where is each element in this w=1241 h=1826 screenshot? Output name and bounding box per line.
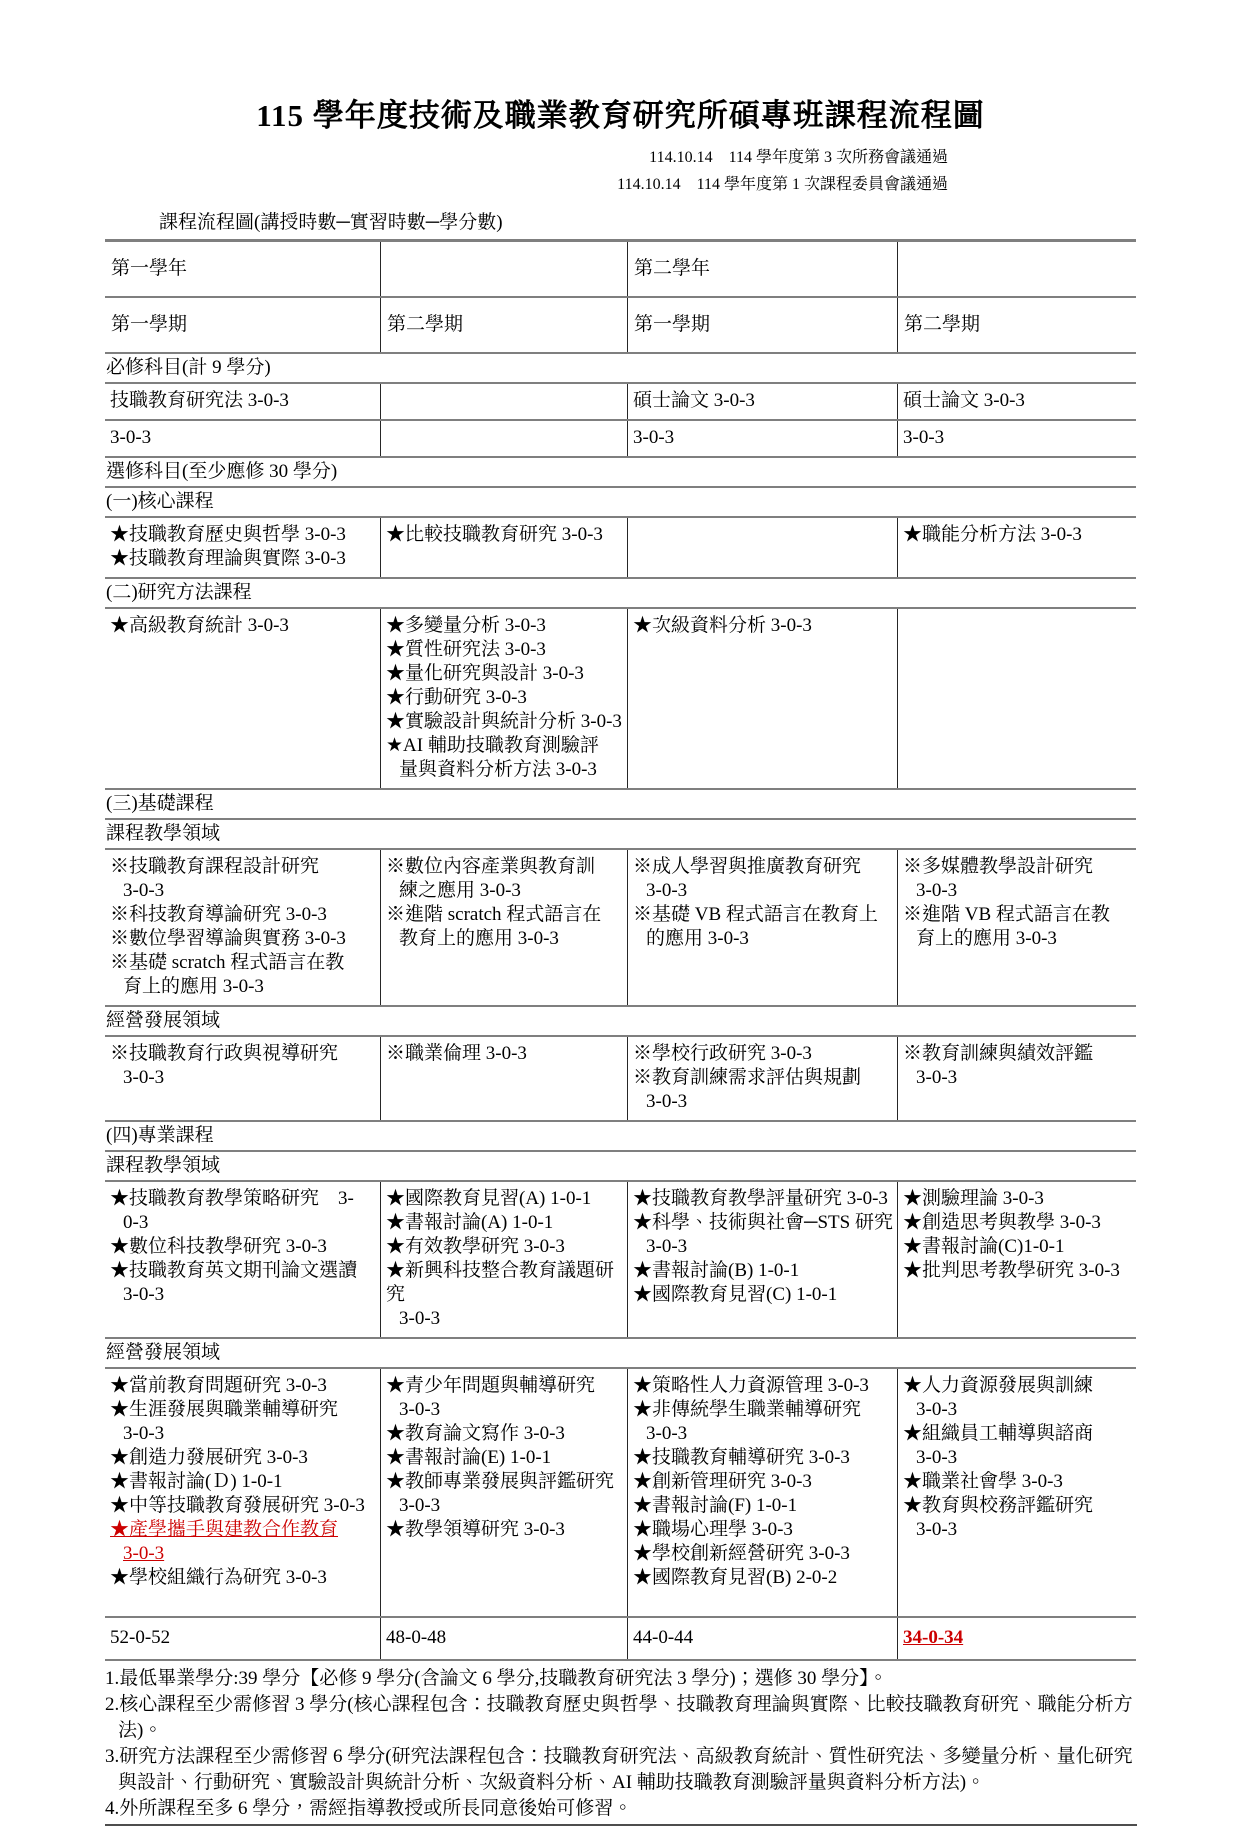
course-item — [110, 1398, 376, 1446]
course-line: ★教師專業發展與評鑑研究 — [386, 1471, 615, 1492]
course-cell — [897, 609, 1136, 788]
course-line: ★實驗設計與統計分析 3-0-3 — [386, 711, 622, 732]
course-item — [110, 1042, 376, 1090]
course-line: 育上的應用 3-0-3 — [123, 976, 264, 997]
total-credits-cell — [627, 1618, 897, 1659]
course-item — [386, 1042, 623, 1066]
total-credits-cell — [105, 1618, 380, 1659]
course-cell — [627, 384, 897, 419]
course-item — [633, 1283, 893, 1307]
course-item — [633, 426, 893, 450]
course-line: ★生涯發展與職業輔導研究 — [110, 1399, 339, 1420]
course-item — [386, 1518, 623, 1542]
course-cell — [105, 1037, 380, 1120]
header-cell — [105, 298, 380, 352]
course-item — [386, 855, 623, 903]
section-header-row: 課程教學領域 — [105, 1152, 1136, 1182]
course-line: ※基礎 scratch 程式語言在教 — [110, 952, 345, 973]
header-cell — [627, 298, 897, 352]
course-item — [633, 855, 893, 903]
course-line: ★質性研究法 3-0-3 — [386, 639, 546, 660]
course-item — [633, 1187, 893, 1211]
course-line: ★教學領導研究 3-0-3 — [386, 1519, 565, 1540]
course-item — [386, 1187, 623, 1211]
footnote-3: 3.研究方法課程至少需修習 6 學分(研究法課程包含：技職教育研究法、高級教育統計、質性研究法、多變量分析、量化研究與設計、行動研究、實驗設計與統計分析、次級資料分析、AI 輔助技職教育測驗評量與資料分析方法)。 — [105, 1746, 1133, 1793]
course-item — [634, 257, 891, 281]
total-credits-cell — [380, 1618, 627, 1659]
document-page — [105, 0, 1136, 1826]
course-row — [105, 1182, 1136, 1339]
course-line: ★書報討論(A) 1-0-1 — [386, 1212, 554, 1233]
course-cell — [380, 518, 627, 577]
course-line: ※進階 scratch 程式語言在 — [386, 904, 602, 925]
course-item — [633, 1374, 893, 1398]
course-item — [110, 523, 376, 547]
course-item — [633, 1211, 893, 1259]
section-header-row: 經營發展領域 — [105, 1007, 1136, 1037]
course-item — [903, 855, 1132, 903]
course-cell — [897, 518, 1136, 577]
course-line: 3-0-3 — [916, 1519, 958, 1540]
course-cell — [380, 384, 627, 419]
course-line: ※職業倫理 3-0-3 — [386, 1043, 527, 1064]
course-line: ★職場心理學 3-0-3 — [633, 1519, 793, 1540]
course-item — [110, 1446, 376, 1470]
course-item — [903, 1042, 1132, 1090]
course-line: 的應用 3-0-3 — [646, 928, 749, 949]
course-line: 3-0-3 — [633, 427, 675, 448]
section-header-row: (二)研究方法課程 — [105, 579, 1136, 609]
table-header-row — [105, 298, 1136, 354]
course-item — [633, 903, 893, 951]
course-cell — [105, 421, 380, 456]
course-line: ★多變量分析 3-0-3 — [386, 615, 546, 636]
course-item — [633, 1042, 893, 1066]
header-cell — [897, 298, 1136, 352]
course-cell — [897, 850, 1136, 1005]
course-line: 3-0-3 — [646, 1236, 688, 1257]
course-line: ※基礎 VB 程式語言在教育上 — [633, 904, 878, 925]
course-line: ★非傳統學生職業輔導研究 — [633, 1399, 862, 1420]
course-line: ★學校組織行為研究 3-0-3 — [110, 1567, 327, 1588]
course-item — [110, 1566, 376, 1590]
course-item — [903, 903, 1132, 951]
course-item — [110, 1626, 376, 1650]
course-item — [386, 614, 623, 638]
course-item — [386, 1422, 623, 1446]
course-cell — [105, 518, 380, 577]
course-line: ★技職教育歷史與哲學 3-0-3 — [110, 524, 346, 545]
course-line: 第一學期 — [111, 314, 188, 335]
course-item — [903, 1470, 1132, 1494]
header-cell — [627, 242, 897, 296]
course-line: ★新興科技整合教育議題研究 — [386, 1260, 615, 1305]
course-line: ※進階 VB 程式語言在教 — [903, 904, 1110, 925]
section-header-row: 必修科目(計 9 學分) — [105, 354, 1136, 384]
course-item — [386, 903, 623, 951]
course-line: ★國際教育見習(A) 1-0-1 — [386, 1188, 592, 1209]
course-line: 48-0-48 — [386, 1627, 447, 1648]
course-item — [903, 389, 1132, 413]
approval-line-2: 114.10.14 114 學年度第 1 次課程委員會議通過 — [617, 176, 948, 193]
course-line: ★書報討論(Ｄ) 1-0-1 — [110, 1471, 283, 1492]
course-cell — [380, 1182, 627, 1337]
course-item — [110, 1494, 376, 1518]
course-cell — [380, 421, 627, 456]
course-line: 育上的應用 3-0-3 — [916, 928, 1057, 949]
header-cell — [380, 242, 627, 296]
course-line: ※學校行政研究 3-0-3 — [633, 1043, 812, 1064]
course-line: 3-0-3 — [646, 1423, 688, 1444]
header-cell — [380, 298, 627, 352]
course-line: 3-0-3 — [916, 880, 958, 901]
section-header-row: (四)專業課程 — [105, 1122, 1136, 1152]
footnote-4: 4.外所課程至多 6 學分，需經指導教授或所長同意後始可修習。 — [105, 1798, 633, 1819]
course-line: ★量化研究與設計 3-0-3 — [386, 663, 584, 684]
course-line: ★測驗理論 3-0-3 — [903, 1188, 1044, 1209]
course-line: ※技職教育行政與視導研究 — [110, 1043, 339, 1064]
course-item — [111, 257, 374, 281]
totals-row — [105, 1618, 1136, 1661]
course-item — [110, 426, 376, 450]
course-item — [386, 1374, 623, 1422]
course-item — [633, 1518, 893, 1542]
course-item — [387, 313, 621, 337]
course-line: ★書報討論(E) 1-0-1 — [386, 1447, 552, 1468]
course-item — [386, 1235, 623, 1259]
course-item — [386, 662, 623, 686]
course-item — [633, 1566, 893, 1590]
course-line: 3-0-3 — [916, 1399, 958, 1420]
course-line: 第二學年 — [634, 258, 711, 279]
course-row — [105, 1369, 1136, 1618]
course-item — [633, 1542, 893, 1566]
course-line: 34-0-34 — [903, 1627, 964, 1648]
course-flow-table — [105, 239, 1136, 1661]
course-line: 碩士論文 3-0-3 — [633, 390, 755, 411]
course-line: ★職業社會學 3-0-3 — [903, 1471, 1063, 1492]
course-line: ★科學、技術與社會─STS 研究 — [633, 1212, 893, 1233]
course-item — [386, 1211, 623, 1235]
course-line: ★產學攜手與建教合作教育 — [110, 1519, 339, 1540]
course-line: ★書報討論(B) 1-0-1 — [633, 1260, 800, 1281]
course-line: 第一學年 — [111, 258, 188, 279]
course-line: ★青少年問題與輔導研究 — [386, 1375, 596, 1396]
course-line: 技職教育研究法 3-0-3 — [110, 390, 289, 411]
course-item — [633, 1446, 893, 1470]
course-line: ★當前教育問題研究 3-0-3 — [110, 1375, 327, 1396]
course-cell — [105, 850, 380, 1005]
course-line: 練之應用 3-0-3 — [399, 880, 521, 901]
course-line: ※數位學習導論與實務 3-0-3 — [110, 928, 346, 949]
course-line: 第一學期 — [634, 314, 711, 335]
course-item — [633, 614, 893, 638]
course-item — [386, 638, 623, 662]
course-row — [105, 421, 1136, 458]
course-item — [903, 523, 1132, 547]
course-cell — [380, 609, 627, 788]
course-line: ★比較技職教育研究 3-0-3 — [386, 524, 603, 545]
course-line: ★技職教育教學評量研究 3-0-3 — [633, 1188, 888, 1209]
course-item — [903, 1211, 1132, 1235]
course-line: ★中等技職教育發展研究 3-0-3 — [110, 1495, 365, 1516]
approval-line-1: 114.10.14 114 學年度第 3 次所務會議通過 — [649, 149, 948, 166]
course-line: 3-0-3 — [123, 1067, 165, 1088]
course-cell — [627, 609, 897, 788]
course-item — [633, 1259, 893, 1283]
course-line: 3-0-3 — [646, 880, 688, 901]
course-line: ★教育與校務評鑑研究 — [903, 1495, 1094, 1516]
course-item — [110, 1374, 376, 1398]
course-line: ※技職教育課程設計研究 — [110, 856, 320, 877]
course-line: 3-0-3 — [123, 1284, 165, 1305]
course-line: 3-0-3 — [110, 427, 152, 448]
section-header-row: 課程教學領域 — [105, 820, 1136, 850]
course-item — [633, 389, 893, 413]
course-line: 教育上的應用 3-0-3 — [399, 928, 559, 949]
course-line: ★技職教育理論與實際 3-0-3 — [110, 548, 346, 569]
course-line: ※數位內容產業與教育訓 — [386, 856, 596, 877]
course-line: 3-0-3 — [123, 880, 165, 901]
course-line: ★書報討論(F) 1-0-1 — [633, 1495, 798, 1516]
total-credits-cell — [897, 1618, 1136, 1659]
course-line: ★批判思考教學研究 3-0-3 — [903, 1260, 1120, 1281]
course-line: ★技職教育輔導研究 3-0-3 — [633, 1447, 850, 1468]
header-cell — [105, 242, 380, 296]
course-line: ★組織員工輔導與諮商 — [903, 1423, 1094, 1444]
course-line: ★創造思考與教學 3-0-3 — [903, 1212, 1101, 1233]
course-line: 第二學期 — [387, 314, 464, 335]
course-line: ★技職教育教學策略研究 3- — [110, 1188, 354, 1209]
course-line: 3-0-3 — [399, 1308, 441, 1329]
course-line: ★職能分析方法 3-0-3 — [903, 524, 1082, 545]
course-row — [105, 850, 1136, 1007]
course-cell — [627, 1037, 897, 1120]
course-item — [633, 1470, 893, 1494]
course-line: 3-0-3 — [123, 1543, 165, 1564]
course-line: 3-0-3 — [646, 1091, 688, 1112]
course-line: ★創造力發展研究 3-0-3 — [110, 1447, 308, 1468]
footnotes — [105, 1666, 1136, 1822]
course-item — [110, 389, 376, 413]
course-line: ★AI 輔助技職教育測驗評 — [386, 735, 599, 756]
course-cell — [105, 1369, 380, 1616]
course-line: ★策略性人力資源管理 3-0-3 — [633, 1375, 869, 1396]
course-item — [386, 686, 623, 710]
course-line: 3-0-3 — [916, 1447, 958, 1468]
course-item — [110, 614, 376, 638]
course-cell — [105, 609, 380, 788]
course-item — [386, 1259, 623, 1331]
footnote-1: 1.最低畢業學分:39 學分【必修 9 學分(含論文 6 學分,技職教育研究法 3 學分)；選修 30 學分】。 — [105, 1668, 888, 1689]
course-cell — [380, 1037, 627, 1120]
course-cell — [380, 850, 627, 1005]
course-item — [903, 1422, 1132, 1470]
course-cell — [897, 1369, 1136, 1616]
course-item — [386, 523, 623, 547]
course-line: ★國際教育見習(C) 1-0-1 — [633, 1284, 838, 1305]
course-line: ★創新管理研究 3-0-3 — [633, 1471, 812, 1492]
course-item — [633, 1626, 893, 1650]
course-item — [903, 426, 1132, 450]
course-cell — [627, 850, 897, 1005]
course-line: ★人力資源發展與訓練 — [903, 1375, 1094, 1396]
course-line: 44-0-44 — [633, 1627, 694, 1648]
course-line: ★高級教育統計 3-0-3 — [110, 615, 289, 636]
approval-notes — [105, 144, 1136, 198]
course-item — [111, 313, 374, 337]
footnote-2: 2.核心課程至少需修習 3 學分(核心課程包含：技職教育歷史與哲學、技職教育理論與實際、比較技職教育研究、職能分析方法)。 — [105, 1694, 1133, 1741]
course-line: ※成人學習與推廣教育研究 — [633, 856, 862, 877]
course-cell — [627, 518, 897, 577]
course-line: 3-0-3 — [123, 1423, 165, 1444]
course-cell — [627, 421, 897, 456]
course-row — [105, 609, 1136, 790]
course-line: 第二學期 — [904, 314, 981, 335]
course-row — [105, 1037, 1136, 1122]
course-line: ※教育訓練與績效評鑑 — [903, 1043, 1094, 1064]
course-line: ★書報討論(C)1-0-1 — [903, 1236, 1065, 1257]
course-item — [386, 1626, 623, 1650]
course-row — [105, 518, 1136, 579]
course-item — [386, 710, 623, 734]
course-line: ※多媒體教學設計研究 — [903, 856, 1094, 877]
course-line: ★技職教育英文期刊論文選讀 — [110, 1260, 358, 1281]
course-line: ★數位科技教學研究 3-0-3 — [110, 1236, 327, 1257]
course-cell — [380, 1369, 627, 1616]
course-line: 碩士論文 3-0-3 — [903, 390, 1025, 411]
course-line: ★國際教育見習(B) 2-0-2 — [633, 1567, 838, 1588]
highlighted-course-item — [110, 1518, 376, 1566]
course-item — [903, 1235, 1132, 1259]
course-item — [904, 313, 1130, 337]
course-line: 3-0-3 — [399, 1399, 441, 1420]
course-item — [633, 1066, 893, 1114]
course-item — [386, 1470, 623, 1518]
section-header-row: (三)基礎課程 — [105, 790, 1136, 820]
course-item — [110, 1470, 376, 1494]
course-item — [110, 1259, 376, 1307]
table-caption: 課程流程圖(講授時數─實習時數─學分數) — [159, 212, 503, 233]
section-header-row: 經營發展領域 — [105, 1339, 1136, 1369]
course-cell — [105, 384, 380, 419]
course-line: ※科技教育導論研究 3-0-3 — [110, 904, 327, 925]
course-line: 3-0-3 — [916, 1067, 958, 1088]
highlighted-course-item — [903, 1626, 1132, 1650]
course-item — [110, 927, 376, 951]
course-item — [110, 1187, 376, 1235]
course-item — [386, 1446, 623, 1470]
course-row — [105, 384, 1136, 421]
course-line: ★行動研究 3-0-3 — [386, 687, 527, 708]
course-line: 3-0-3 — [399, 1495, 441, 1516]
course-item — [903, 1187, 1132, 1211]
course-line: ★有效教學研究 3-0-3 — [386, 1236, 565, 1257]
course-line: ★次級資料分析 3-0-3 — [633, 615, 812, 636]
course-line: ※教育訓練需求評估與規劃 — [633, 1067, 862, 1088]
course-cell — [105, 1182, 380, 1337]
course-cell — [627, 1369, 897, 1616]
table-header-row — [105, 242, 1136, 298]
course-line: 量與資料分析方法 3-0-3 — [399, 759, 597, 780]
section-header-row: 選修科目(至少應修 30 學分) — [105, 458, 1136, 488]
course-cell — [627, 1182, 897, 1337]
course-item — [633, 1494, 893, 1518]
course-cell — [897, 421, 1136, 456]
course-cell — [897, 1182, 1136, 1337]
course-line: 3-0-3 — [903, 427, 945, 448]
course-cell — [897, 1037, 1136, 1120]
course-cell — [897, 384, 1136, 419]
course-item — [386, 734, 623, 782]
course-line: 0-3 — [123, 1212, 149, 1233]
page-title: 115 學年度技術及職業教育研究所碩專班課程流程圖 — [256, 98, 985, 133]
section-header-row: (一)核心課程 — [105, 488, 1136, 518]
course-item — [110, 903, 376, 927]
course-line: ★學校創新經營研究 3-0-3 — [633, 1543, 850, 1564]
course-item — [903, 1374, 1132, 1422]
course-item — [110, 1235, 376, 1259]
course-line: 52-0-52 — [110, 1627, 171, 1648]
course-item — [903, 1259, 1132, 1283]
header-cell — [897, 242, 1136, 296]
course-item — [903, 1494, 1132, 1542]
course-line: ★教育論文寫作 3-0-3 — [386, 1423, 565, 1444]
course-item — [633, 1398, 893, 1446]
course-item — [110, 855, 376, 903]
course-item — [110, 951, 376, 999]
course-item — [634, 313, 891, 337]
course-item — [110, 547, 376, 571]
